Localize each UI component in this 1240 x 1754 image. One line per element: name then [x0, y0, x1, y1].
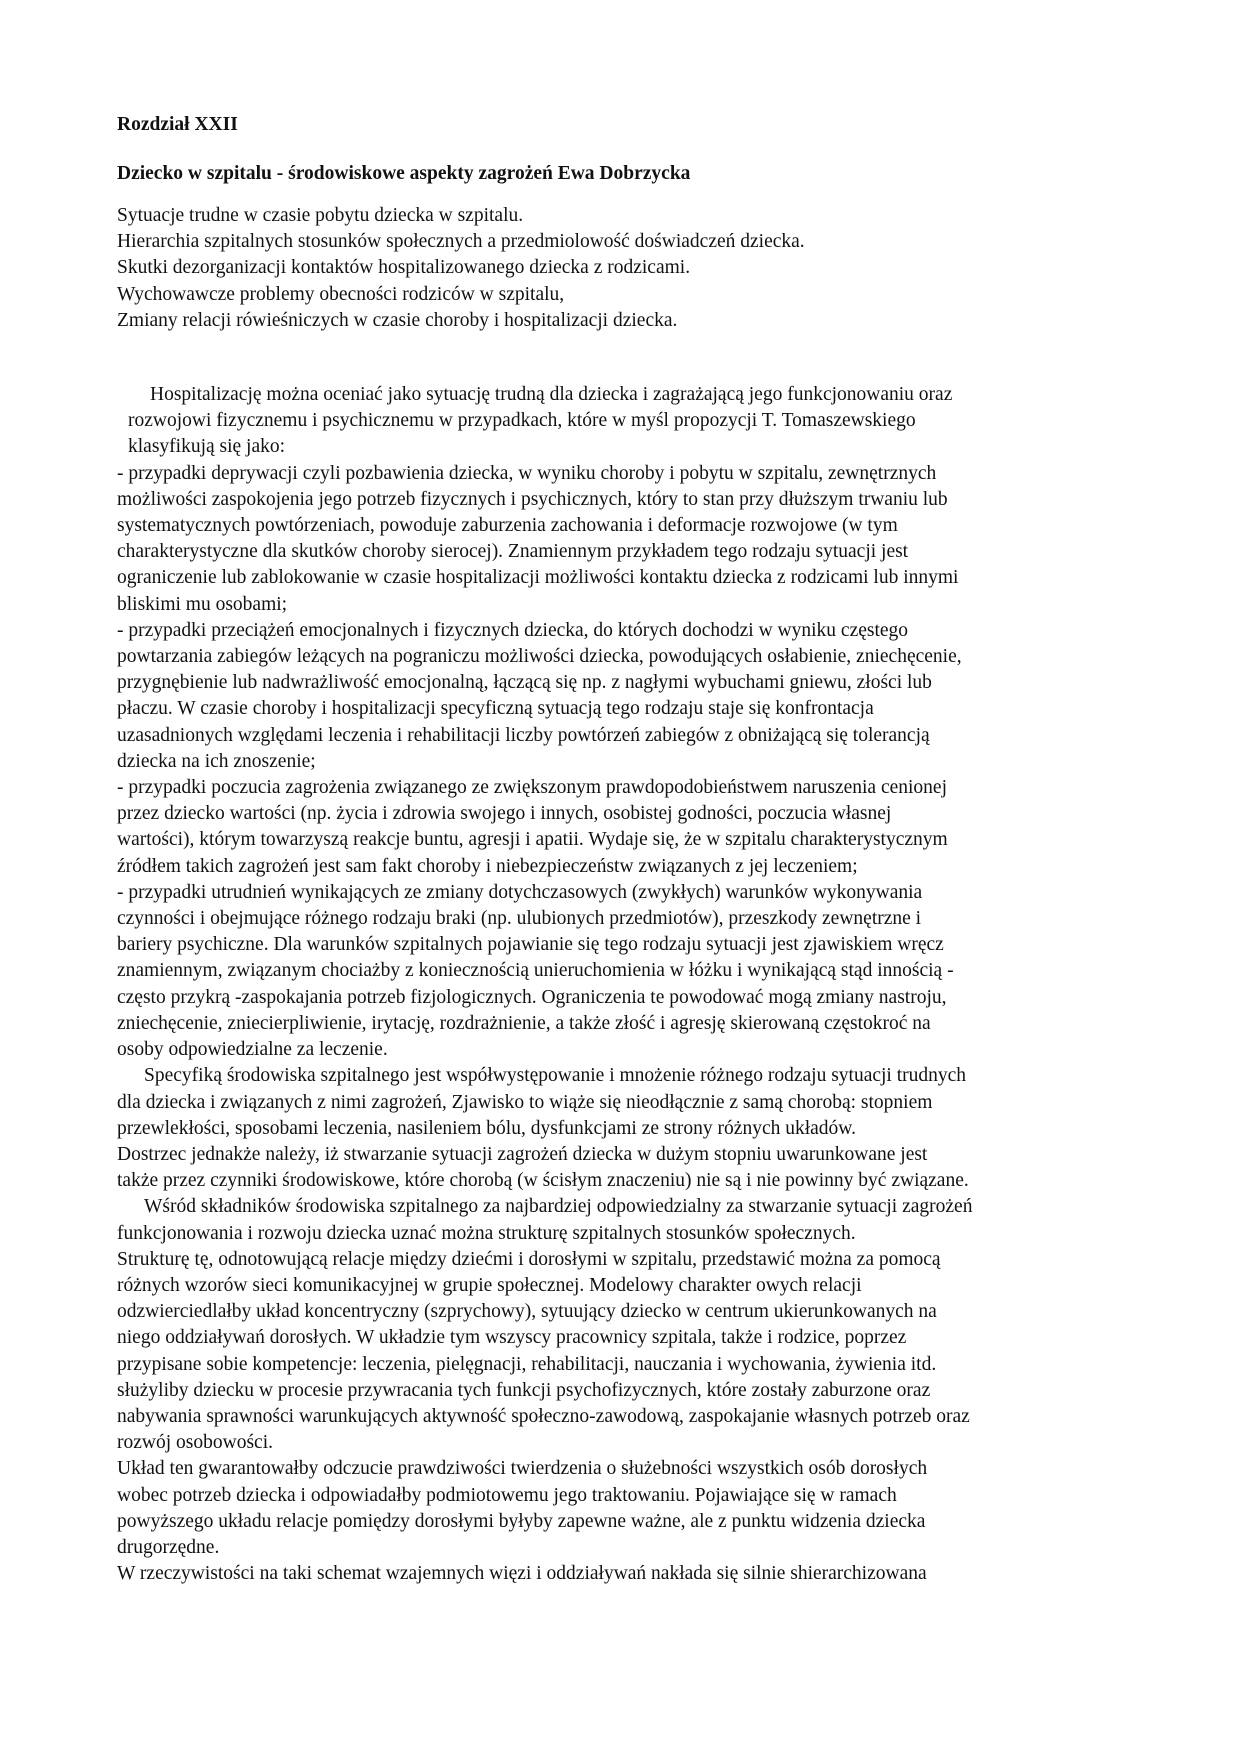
text-line: Specyfiką środowiska szpitalnego jest współwystępowanie i mnożenie różnego rodzaju sytuacji trudnych: [144, 1065, 967, 1087]
chapter-heading: Rozdział XXII: [117, 114, 238, 135]
text-line: często przykrą -zaspokajania potrzeb fizjologicznych. Ograniczenia te powodować mogą zmiany nastroju,: [117, 986, 947, 1008]
text-line: zniechęcenie, zniecierpliwienie, irytację, rozdrażnienie, a także złość i agresję skierowaną częstokroć na: [117, 1012, 931, 1034]
text-line: bliskimi mu osobami;: [117, 593, 288, 615]
text-line: powyższego układu relacje pomiędzy dorosłymi byłyby zapewne ważne, ale z punktu widzenia dziecka: [117, 1510, 926, 1532]
document-page: [117, 112, 1122, 1587]
text-line: płaczu. W czasie choroby i hospitalizacji specyficzną sytuacją tego rodzaju staje się konfrontacja: [117, 698, 874, 720]
text-line: funkcjonowania i rozwoju dziecka uznać można strukturę szpitalnych stosunków społecznych.: [117, 1222, 856, 1244]
text-line: przez dziecko wartości (np. życia i zdrowia swojego i innych, osobistej godności, poczucia własnej: [117, 803, 892, 825]
body-text: [117, 382, 1122, 1587]
text-line: klasyfikują się jako:: [128, 436, 286, 458]
topic-item: Sytuacje trudne w czasie pobytu dziecka w szpitalu.: [117, 205, 524, 226]
text-line: - przypadki utrudnień wynikających ze zmiany dotychczasowych (zwykłych) warunków wykonywania: [117, 881, 923, 903]
text-line: służyliby dziecku w procesie przywracania tych funkcji psychofizycznych, które zostały zaburzone oraz: [117, 1379, 931, 1401]
text-line: - przypadki poczucia zagrożenia związanego ze zwiększonym prawdopodobieństwem naruszenia cenionej: [117, 777, 948, 799]
text-line: Wśród składników środowiska szpitalnego za najbardziej odpowiedzialny za stwarzanie sytuacji zagrożeń: [144, 1196, 973, 1218]
topics-list: [117, 203, 1122, 334]
text-line: niego oddziaływań dorosłych. W układzie tym wszyscy pracownicy szpitala, także i rodzice, poprzez: [117, 1327, 907, 1349]
text-line: charakterystyczne dla skutków choroby sierocej). Znamiennym przykładem tego rodzaju sytuacji jest: [117, 541, 909, 563]
text-line: Strukturę tę, odnotowującą relacje między dziećmi i dorosłymi w szpitalu, przedstawić można za pomocą: [117, 1248, 941, 1270]
text-line: także przez czynniki środowiskowe, które chorobą (w ścisłym znaczeniu) nie są i nie powinny być związane.: [117, 1170, 969, 1192]
text-line: odzwierciedlałby układ koncentryczny (szprychowy), sytuujący dziecko w centrum ukierunkowanych na: [117, 1301, 937, 1323]
text-line: Hospitalizację można oceniać jako sytuację trudną dla dziecka i zagrażającą jego funkcjonowaniu oraz: [150, 384, 953, 406]
text-line: źródłem takich zagrożeń jest sam fakt choroby i niebezpieczeństw związanych z jej leczeniem;: [117, 855, 858, 877]
text-line: rozwój osobowości.: [117, 1432, 273, 1454]
text-line: przewlekłości, sposobami leczenia, nasileniem bólu, dysfunkcjami ze strony różnych układów.: [117, 1117, 856, 1139]
topic-item: Wychowawcze problemy obecności rodziców w szpitalu,: [117, 283, 565, 305]
text-line: rozwojowi fizycznemu i psychicznemu w przypadkach, które w myśl propozycji T. Tomaszewskiego: [128, 410, 916, 432]
text-line: drugorzędne.: [117, 1536, 220, 1558]
text-line: osoby odpowiedzialne za leczenie.: [117, 1039, 388, 1061]
text-line: przypisane sobie kompetencje: leczenia, pielęgnacji, rehabilitacji, nauczania i wychowania, żywienia itd.: [117, 1353, 937, 1375]
text-line: - przypadki deprywacji czyli pozbawienia dziecka, w wyniku choroby i pobytu w szpitalu, zewnętrznych: [117, 462, 937, 484]
text-line: wobec potrzeb dziecka i odpowiadałby podmiotowemu jego traktowaniu. Pojawiające się w ramach: [117, 1484, 897, 1506]
text-line: nabywania sprawności warunkujących aktywność społeczno-zawodową, zaspokajanie własnych potrzeb oraz: [117, 1405, 970, 1427]
text-line: uzasadnionych względami leczenia i rehabilitacji liczby powtórzeń zabiegów z obniżającą się tolerancją: [117, 724, 930, 746]
text-line: dla dziecka i związanych z nimi zagrożeń, Zjawisko to wiąże się nieodłącznie z samą chorobą: stopniem: [117, 1091, 933, 1113]
text-line: W rzeczywistości na taki schemat wzajemnych więzi i oddziaływań nakłada się silnie shierarchizowana: [117, 1563, 927, 1585]
text-line: - przypadki przeciążeń emocjonalnych i fizycznych dziecka, do których dochodzi w wyniku częstego: [117, 619, 909, 641]
topic-item: Skutki dezorganizacji kontaktów hospitalizowanego dziecka z rodzicami.: [117, 257, 691, 279]
text-line: systematycznych powtórzeniach, powoduje zaburzenia zachowania i deformacje rozwojowe (w tym: [117, 515, 898, 537]
text-line: przygnębienie lub nadwrażliwość emocjonalną, łączącą się np. z nagłymi wybuchami gniewu, złości lub: [117, 672, 932, 694]
topic-item: Hierarchia szpitalnych stosunków społecznych a przedmiolowość doświadczeń dziecka.: [117, 231, 805, 253]
text-line: możliwości zaspokojenia jego potrzeb fizycznych i psychicznych, który to stan przy dłuższym trwaniu lub: [117, 488, 948, 510]
text-line: ograniczenie lub zablokowanie w czasie hospitalizacji możliwości kontaktu dziecka z rodzicami lub innymi: [117, 567, 959, 589]
text-line: wartości), którym towarzyszą reakcje buntu, agresji i apatii. Wydaje się, że w szpitalu charakterystycznym: [117, 829, 948, 851]
text-line: Układ ten gwarantowałby odczucie prawdziwości twierdzenia o służebności wszystkich osób dorosłych: [117, 1458, 928, 1480]
topic-item: Zmiany relacji rówieśniczych w czasie choroby i hospitalizacji dziecka.: [117, 309, 678, 331]
text-line: bariery psychiczne. Dla warunków szpitalnych pojawianie się tego rodzaju sytuacji jest zjawiskiem wręcz: [117, 934, 944, 956]
document-title: Dziecko w szpitalu - środowiskowe aspekty zagrożeń Ewa Dobrzycka: [117, 163, 691, 184]
text-line: różnych wzorów sieci komunikacyjnej w grupie społecznej. Modelowy charakter owych relacji: [117, 1274, 862, 1296]
text-line: Dostrzec jednakże należy, iż stwarzanie sytuacji zagrożeń dziecka w dużym stopniu uwarunkowane jest: [117, 1143, 928, 1165]
text-line: dziecka na ich znoszenie;: [117, 750, 316, 772]
text-line: czynności i obejmujące różnego rodzaju braki (np. ulubionych przedmiotów), przeszkody zewnętrzne i: [117, 908, 922, 930]
text-line: znamiennym, związanym chociażby z koniecznością unieruchomienia w łóżku i wynikającą stąd innością -: [117, 960, 954, 982]
text-line: powtarzania zabiegów leżących na pograniczu możliwości dziecka, powodujących osłabienie, zniechęcenie,: [117, 646, 962, 668]
